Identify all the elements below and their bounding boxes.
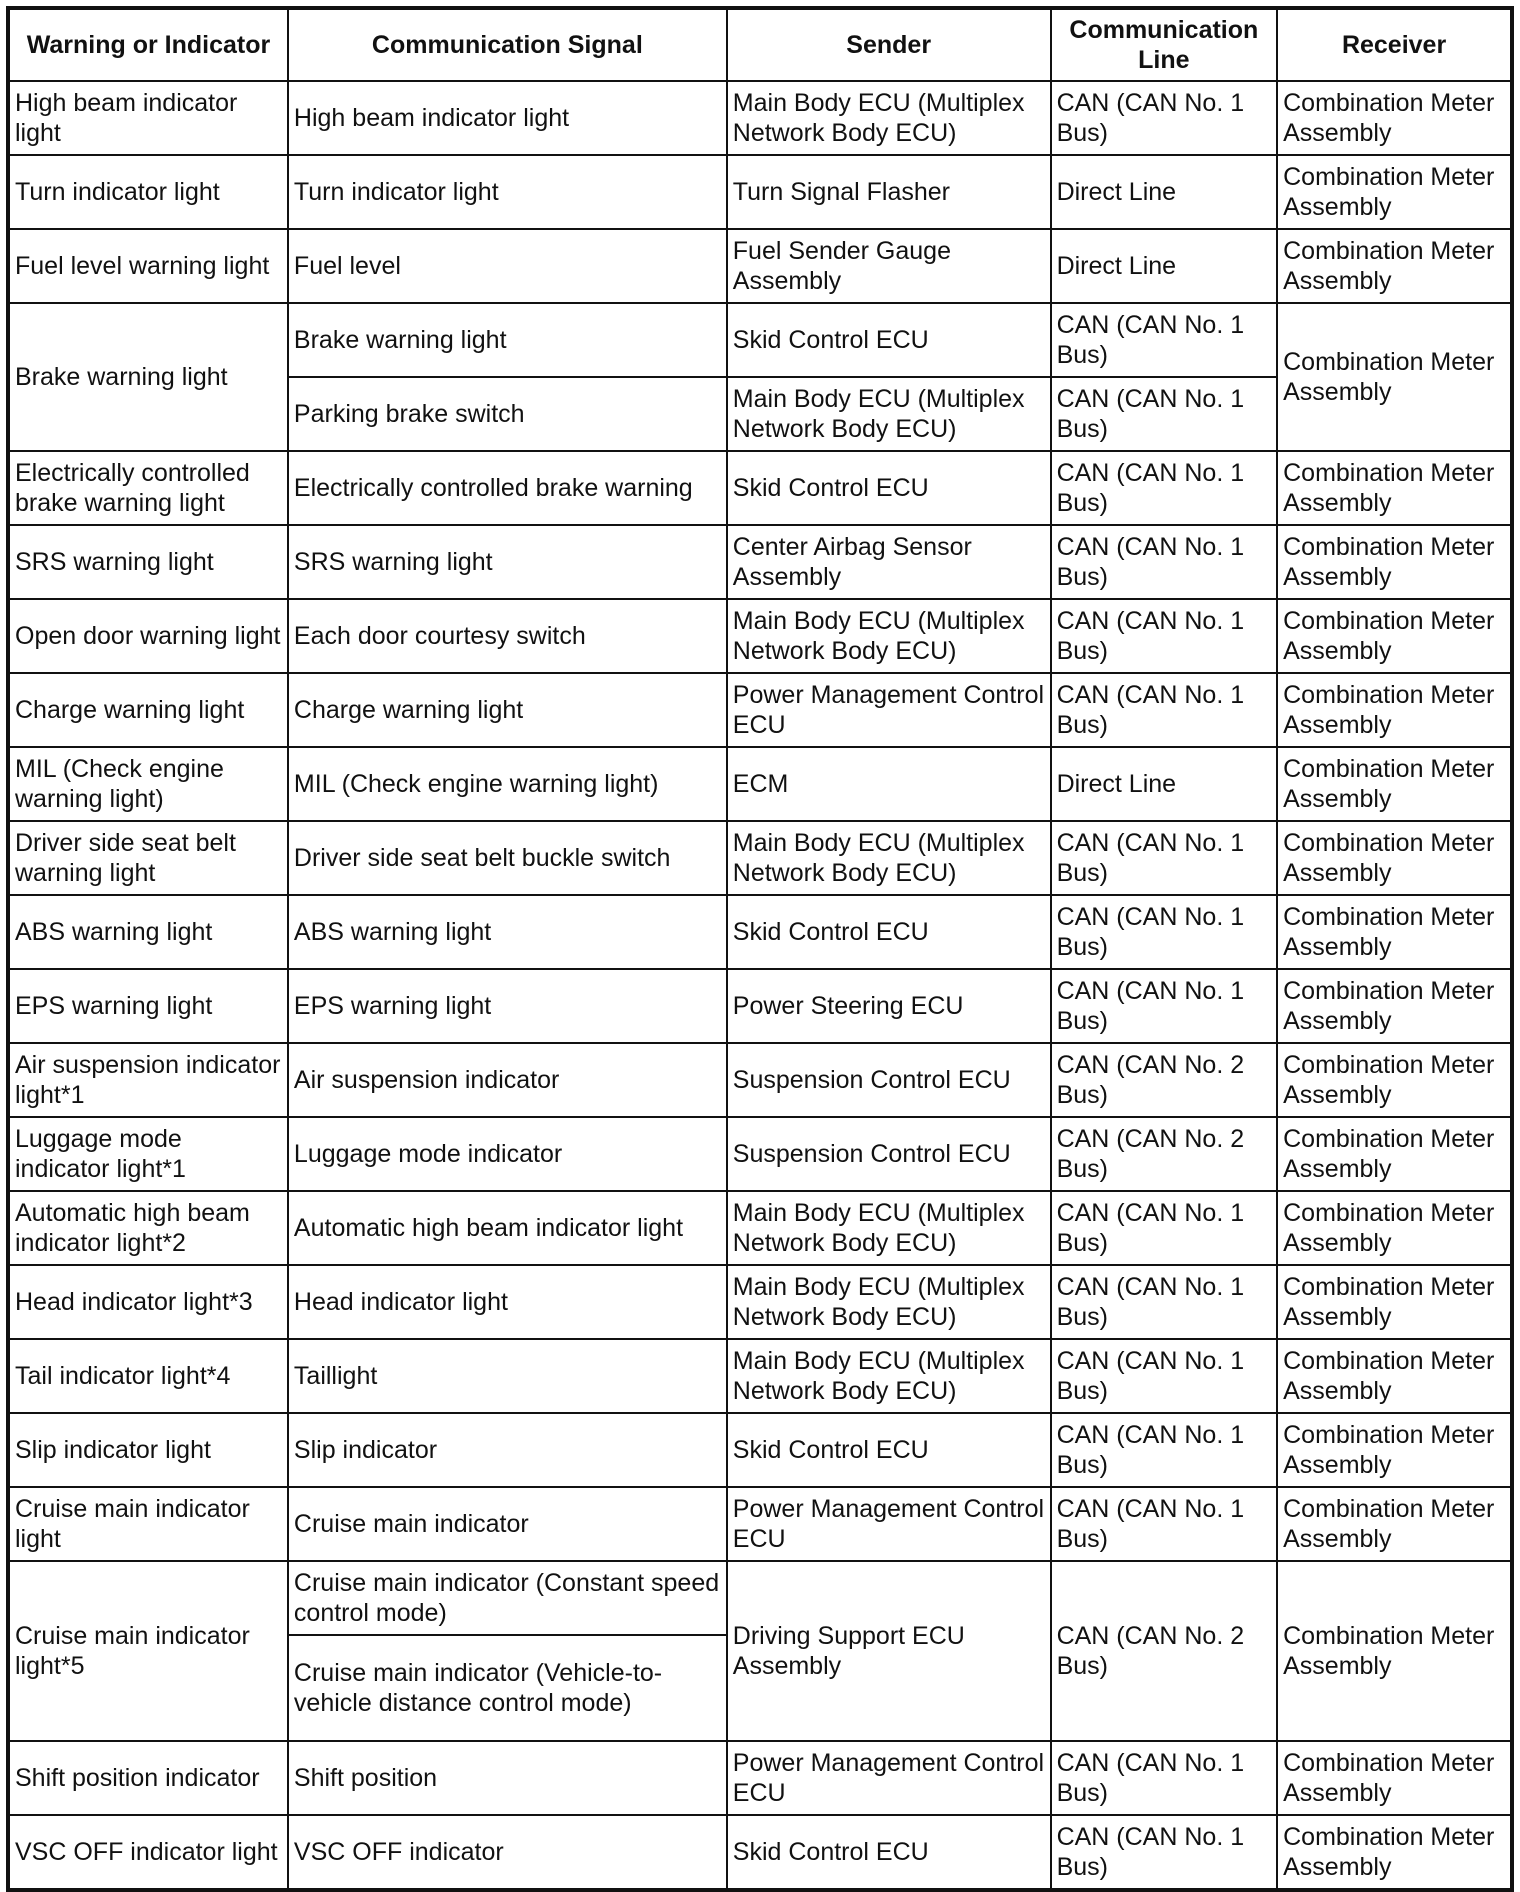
line-cell: CAN (CAN No. 1 Bus) bbox=[1051, 525, 1278, 599]
header-line: Communication Line bbox=[1051, 8, 1278, 81]
signal-cell: Shift position bbox=[288, 1741, 727, 1815]
sender-cell: Driving Support ECU Assembly bbox=[727, 1561, 1051, 1741]
warning-cell: EPS warning light bbox=[8, 969, 288, 1043]
table-row bbox=[8, 451, 1512, 525]
header-signal: Communication Signal bbox=[288, 8, 727, 81]
line-cell: CAN (CAN No. 1 Bus) bbox=[1051, 1487, 1278, 1561]
signal-cell: Cruise main indicator bbox=[288, 1487, 727, 1561]
signal-cell: Cruise main indicator (Constant speed control mode) bbox=[288, 1561, 727, 1635]
line-cell: CAN (CAN No. 1 Bus) bbox=[1051, 895, 1278, 969]
sender-cell: Suspension Control ECU bbox=[727, 1117, 1051, 1191]
signal-cell: Each door courtesy switch bbox=[288, 599, 727, 673]
sender-cell: Power Steering ECU bbox=[727, 969, 1051, 1043]
signal-cell: Parking brake switch bbox=[288, 377, 727, 451]
receiver-cell: Combination Meter Assembly bbox=[1277, 895, 1512, 969]
line-cell: Direct Line bbox=[1051, 155, 1278, 229]
line-cell: Direct Line bbox=[1051, 747, 1278, 821]
signal-cell: EPS warning light bbox=[288, 969, 727, 1043]
signal-cell: Air suspension indicator bbox=[288, 1043, 727, 1117]
warning-cell: Driver side seat belt warning light bbox=[8, 821, 288, 895]
warning-cell: Slip indicator light bbox=[8, 1413, 288, 1487]
table-row bbox=[8, 673, 1512, 747]
receiver-cell: Combination Meter Assembly bbox=[1277, 1487, 1512, 1561]
warning-cell: MIL (Check engine warning light) bbox=[8, 747, 288, 821]
warning-cell: Tail indicator light*4 bbox=[8, 1339, 288, 1413]
table-row bbox=[8, 821, 1512, 895]
line-cell: CAN (CAN No. 1 Bus) bbox=[1051, 303, 1278, 377]
table-row bbox=[8, 81, 1512, 155]
signal-cell: Cruise main indicator (Vehicle-to-vehicle distance control mode) bbox=[288, 1635, 727, 1741]
table-row bbox=[8, 895, 1512, 969]
sender-cell: Skid Control ECU bbox=[727, 1815, 1051, 1890]
signal-cell: Driver side seat belt buckle switch bbox=[288, 821, 727, 895]
table-row bbox=[8, 155, 1512, 229]
table-wrapper bbox=[6, 6, 1514, 1892]
sender-cell: Skid Control ECU bbox=[727, 303, 1051, 377]
sender-cell: ECM bbox=[727, 747, 1051, 821]
sender-cell: Main Body ECU (Multiplex Network Body ECU) bbox=[727, 1265, 1051, 1339]
warning-cell: Cruise main indicator light bbox=[8, 1487, 288, 1561]
line-cell: CAN (CAN No. 1 Bus) bbox=[1051, 1265, 1278, 1339]
header-warning: Warning or Indicator bbox=[8, 8, 288, 81]
line-cell: CAN (CAN No. 1 Bus) bbox=[1051, 821, 1278, 895]
warning-cell: Open door warning light bbox=[8, 599, 288, 673]
signal-cell: Turn indicator light bbox=[288, 155, 727, 229]
signal-cell: Taillight bbox=[288, 1339, 727, 1413]
warning-cell: SRS warning light bbox=[8, 525, 288, 599]
signal-cell: Luggage mode indicator bbox=[288, 1117, 727, 1191]
receiver-cell: Combination Meter Assembly bbox=[1277, 1117, 1512, 1191]
line-cell: CAN (CAN No. 1 Bus) bbox=[1051, 451, 1278, 525]
sender-cell: Power Management Control ECU bbox=[727, 673, 1051, 747]
receiver-cell: Combination Meter Assembly bbox=[1277, 1413, 1512, 1487]
receiver-cell: Combination Meter Assembly bbox=[1277, 1561, 1512, 1741]
table-row bbox=[8, 229, 1512, 303]
line-cell: CAN (CAN No. 1 Bus) bbox=[1051, 1815, 1278, 1890]
warning-cell: High beam indicator light bbox=[8, 81, 288, 155]
warning-cell: Cruise main indicator light*5 bbox=[8, 1561, 288, 1741]
sender-cell: Turn Signal Flasher bbox=[727, 155, 1051, 229]
table-row bbox=[8, 1339, 1512, 1413]
receiver-cell: Combination Meter Assembly bbox=[1277, 303, 1512, 451]
warning-cell: ABS warning light bbox=[8, 895, 288, 969]
sender-cell: Skid Control ECU bbox=[727, 451, 1051, 525]
sender-cell: Power Management Control ECU bbox=[727, 1487, 1051, 1561]
line-cell: CAN (CAN No. 1 Bus) bbox=[1051, 377, 1278, 451]
warning-cell: Head indicator light*3 bbox=[8, 1265, 288, 1339]
sender-cell: Main Body ECU (Multiplex Network Body ECU) bbox=[727, 81, 1051, 155]
receiver-cell: Combination Meter Assembly bbox=[1277, 451, 1512, 525]
sender-cell: Skid Control ECU bbox=[727, 1413, 1051, 1487]
sender-cell: Fuel Sender Gauge Assembly bbox=[727, 229, 1051, 303]
signal-cell: Fuel level bbox=[288, 229, 727, 303]
receiver-cell: Combination Meter Assembly bbox=[1277, 1815, 1512, 1890]
sender-cell: Power Management Control ECU bbox=[727, 1741, 1051, 1815]
line-cell: CAN (CAN No. 2 Bus) bbox=[1051, 1043, 1278, 1117]
receiver-cell: Combination Meter Assembly bbox=[1277, 155, 1512, 229]
table-row bbox=[8, 599, 1512, 673]
signal-cell: Slip indicator bbox=[288, 1413, 727, 1487]
warning-cell: Turn indicator light bbox=[8, 155, 288, 229]
receiver-cell: Combination Meter Assembly bbox=[1277, 969, 1512, 1043]
table-row bbox=[8, 1561, 1512, 1635]
receiver-cell: Combination Meter Assembly bbox=[1277, 1043, 1512, 1117]
sender-cell: Suspension Control ECU bbox=[727, 1043, 1051, 1117]
line-cell: CAN (CAN No. 1 Bus) bbox=[1051, 599, 1278, 673]
sender-cell: Main Body ECU (Multiplex Network Body ECU) bbox=[727, 1191, 1051, 1265]
line-cell: Direct Line bbox=[1051, 229, 1278, 303]
line-cell: CAN (CAN No. 1 Bus) bbox=[1051, 1339, 1278, 1413]
sender-cell: Main Body ECU (Multiplex Network Body ECU) bbox=[727, 599, 1051, 673]
signal-cell: Electrically controlled brake warning bbox=[288, 451, 727, 525]
table-row bbox=[8, 1265, 1512, 1339]
receiver-cell: Combination Meter Assembly bbox=[1277, 1191, 1512, 1265]
signal-cell: Automatic high beam indicator light bbox=[288, 1191, 727, 1265]
header-receiver: Receiver bbox=[1277, 8, 1512, 81]
signal-cell: Head indicator light bbox=[288, 1265, 727, 1339]
receiver-cell: Combination Meter Assembly bbox=[1277, 1741, 1512, 1815]
receiver-cell: Combination Meter Assembly bbox=[1277, 821, 1512, 895]
table-row bbox=[8, 969, 1512, 1043]
warning-cell: Air suspension indicator light*1 bbox=[8, 1043, 288, 1117]
warning-cell: Shift position indicator bbox=[8, 1741, 288, 1815]
sender-cell: Main Body ECU (Multiplex Network Body ECU) bbox=[727, 821, 1051, 895]
warning-cell: Brake warning light bbox=[8, 303, 288, 451]
line-cell: CAN (CAN No. 1 Bus) bbox=[1051, 969, 1278, 1043]
receiver-cell: Combination Meter Assembly bbox=[1277, 599, 1512, 673]
sender-cell: Skid Control ECU bbox=[727, 895, 1051, 969]
table-row bbox=[8, 1487, 1512, 1561]
signal-cell: ABS warning light bbox=[288, 895, 727, 969]
signal-cell: Brake warning light bbox=[288, 303, 727, 377]
sender-cell: Main Body ECU (Multiplex Network Body ECU) bbox=[727, 1339, 1051, 1413]
table-row bbox=[8, 1413, 1512, 1487]
warning-cell: Luggage mode indicator light*1 bbox=[8, 1117, 288, 1191]
line-cell: CAN (CAN No. 2 Bus) bbox=[1051, 1117, 1278, 1191]
receiver-cell: Combination Meter Assembly bbox=[1277, 81, 1512, 155]
table-row bbox=[8, 303, 1512, 377]
line-cell: CAN (CAN No. 2 Bus) bbox=[1051, 1561, 1278, 1741]
signal-cell: MIL (Check engine warning light) bbox=[288, 747, 727, 821]
line-cell: CAN (CAN No. 1 Bus) bbox=[1051, 673, 1278, 747]
receiver-cell: Combination Meter Assembly bbox=[1277, 525, 1512, 599]
line-cell: CAN (CAN No. 1 Bus) bbox=[1051, 1741, 1278, 1815]
warning-cell: Fuel level warning light bbox=[8, 229, 288, 303]
table-row bbox=[8, 1117, 1512, 1191]
communication-table bbox=[6, 6, 1514, 1892]
signal-cell: VSC OFF indicator bbox=[288, 1815, 727, 1890]
receiver-cell: Combination Meter Assembly bbox=[1277, 1265, 1512, 1339]
warning-cell: Electrically controlled brake warning light bbox=[8, 451, 288, 525]
table-row bbox=[8, 1043, 1512, 1117]
table-row bbox=[8, 747, 1512, 821]
table-row bbox=[8, 1191, 1512, 1265]
warning-cell: Automatic high beam indicator light*2 bbox=[8, 1191, 288, 1265]
signal-cell: SRS warning light bbox=[288, 525, 727, 599]
line-cell: CAN (CAN No. 1 Bus) bbox=[1051, 1413, 1278, 1487]
table-row bbox=[8, 1741, 1512, 1815]
warning-cell: Charge warning light bbox=[8, 673, 288, 747]
receiver-cell: Combination Meter Assembly bbox=[1277, 673, 1512, 747]
header-sender: Sender bbox=[727, 8, 1051, 81]
table-row bbox=[8, 1815, 1512, 1890]
receiver-cell: Combination Meter Assembly bbox=[1277, 1339, 1512, 1413]
sender-cell: Main Body ECU (Multiplex Network Body ECU) bbox=[727, 377, 1051, 451]
signal-cell: Charge warning light bbox=[288, 673, 727, 747]
line-cell: CAN (CAN No. 1 Bus) bbox=[1051, 1191, 1278, 1265]
warning-cell: VSC OFF indicator light bbox=[8, 1815, 288, 1890]
line-cell: CAN (CAN No. 1 Bus) bbox=[1051, 81, 1278, 155]
signal-cell: High beam indicator light bbox=[288, 81, 727, 155]
sender-cell: Center Airbag Sensor Assembly bbox=[727, 525, 1051, 599]
receiver-cell: Combination Meter Assembly bbox=[1277, 229, 1512, 303]
header-row bbox=[8, 8, 1512, 81]
table-row bbox=[8, 525, 1512, 599]
receiver-cell: Combination Meter Assembly bbox=[1277, 747, 1512, 821]
